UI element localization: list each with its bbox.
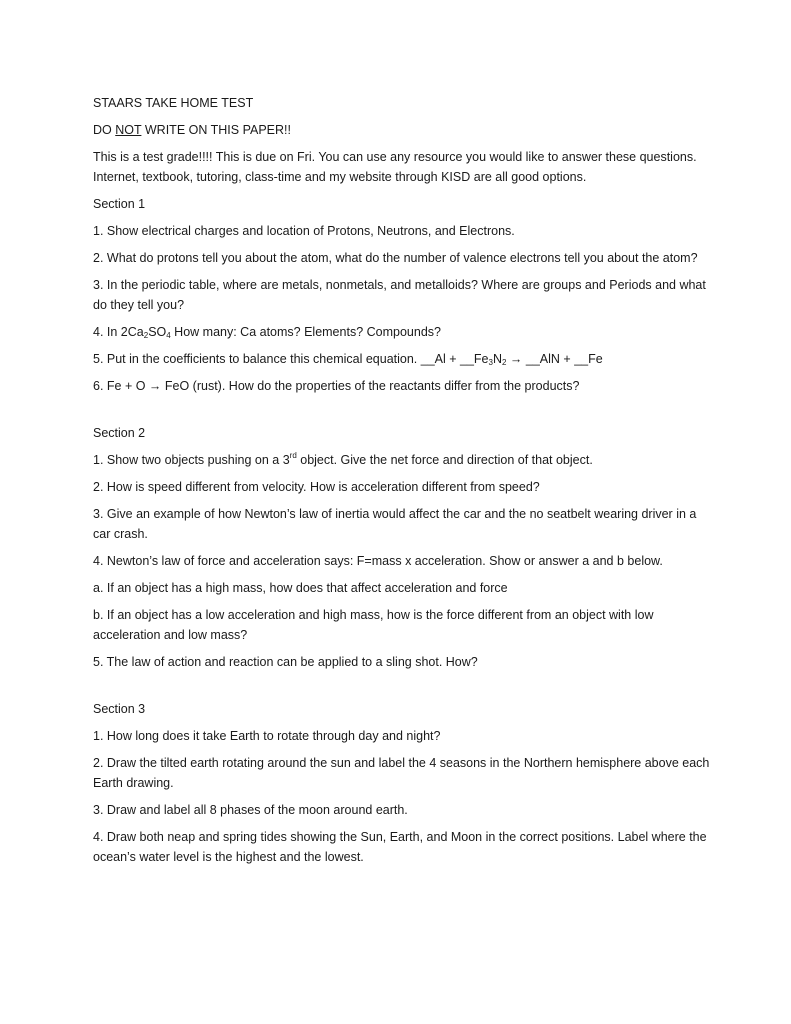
section-1-question-4 [93, 322, 713, 342]
q5-tail: → __AlN + __Fe [506, 352, 603, 366]
section-1-heading: Section 1 [93, 197, 146, 211]
section-2-question-3: 3. Give an example of how Newton’s law of inertia would affect the car and the no seatbelt wearing driver in a car crash. [93, 507, 697, 541]
q4-subscript-2: 4 [166, 331, 171, 340]
section-2-heading: Section 2 [93, 426, 146, 440]
section-3-question-1: 1. How long does it take Earth to rotate through day and night? [93, 729, 441, 743]
section-3-heading: Section 3 [93, 702, 146, 716]
q5-lead: 5. Put in the coefficients to balance this chemical equation. __Al + __Fe [93, 352, 489, 366]
section-2-question-5: 5. The law of action and reaction can be applied to a sling shot. How? [93, 655, 478, 669]
section-3-question-4: 4. Draw both neap and spring tides showing the Sun, Earth, and Moon in the correct positions. Label where the ocean’s water level is the highest and the lowest. [93, 830, 707, 864]
s2q1-superscript: rd [289, 451, 297, 460]
section-2-question-1 [93, 450, 713, 470]
document-page [93, 93, 713, 874]
warning-line [93, 120, 713, 140]
warning-after: WRITE ON THIS PAPER!! [141, 123, 291, 137]
q4-tail: How many: Ca atoms? Elements? Compounds? [170, 325, 441, 339]
section-2-question-4b: b. If an object has a low acceleration and high mass, how is the force different from an object with low acceleration and low mass? [93, 608, 654, 642]
section-1-question-3: 3. In the periodic table, where are metals, nonmetals, and metalloids? Where are groups and Periods and what do they tell you? [93, 278, 706, 312]
q4-lead: 4. In 2Ca [93, 325, 144, 339]
q5-mid: N [492, 352, 502, 366]
intro-paragraph: This is a test grade!!!! This is due on Fri. You can use any resource you would like to answer these questions. Internet, textbook, tutoring, class-time and my website through KISD are all good options. [93, 150, 697, 184]
section-2-question-4: 4. Newton’s law of force and acceleration says: F=mass x acceleration. Show or answer a and b below. [93, 554, 663, 568]
q5-subscript-2: 2 [502, 358, 507, 367]
section-1-question-1: 1. Show electrical charges and location of Protons, Neutrons, and Electrons. [93, 224, 515, 238]
section-1-question-2: 2. What do protons tell you about the atom, what do the number of valence electrons tell you about the atom? [93, 251, 698, 265]
section-1-question-5 [93, 349, 713, 369]
section-3-question-2: 2. Draw the tilted earth rotating around the sun and label the 4 seasons in the Northern hemisphere above each Earth drawing. [93, 756, 710, 790]
s2q1-tail: object. Give the net force and direction of that object. [296, 453, 593, 467]
section-3-question-3: 3. Draw and label all 8 phases of the moon around earth. [93, 803, 408, 817]
section-1-question-6: 6. Fe + O → FeO (rust). How do the properties of the reactants differ from the products? [93, 379, 580, 393]
section-2-question-4a: a. If an object has a high mass, how does that affect acceleration and force [93, 581, 508, 595]
q5-subscript-1: 3 [488, 358, 493, 367]
spacer [93, 679, 713, 699]
spacer [93, 403, 713, 423]
q4-subscript-1: 2 [143, 331, 149, 340]
section-2-question-2: 2. How is speed different from velocity. How is acceleration different from speed? [93, 480, 540, 494]
q4-mid: SO [148, 325, 167, 339]
warning-before: DO [93, 123, 116, 137]
warning-underlined: NOT [115, 123, 142, 137]
s2q1-lead: 1. Show two objects pushing on a 3 [93, 453, 290, 467]
document-title: STAARS TAKE HOME TEST [93, 96, 254, 110]
